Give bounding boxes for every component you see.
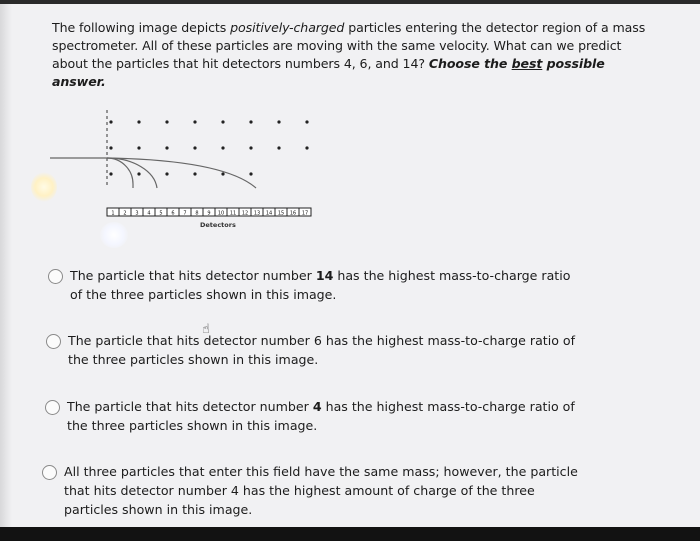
field-dot bbox=[249, 172, 252, 175]
radio-button[interactable] bbox=[46, 334, 61, 349]
trajectory-14 bbox=[107, 158, 256, 188]
detector-number: 5 bbox=[159, 210, 163, 217]
detector-number: 8 bbox=[195, 210, 199, 217]
detector-strip bbox=[107, 208, 311, 216]
radio-button[interactable] bbox=[45, 400, 60, 415]
hand-cursor-icon: ☝ bbox=[202, 322, 210, 337]
question-text bbox=[52, 19, 652, 91]
field-dot bbox=[109, 120, 112, 123]
option-text: The particle that hits detector number 6 has the highest mass-to-charge ratio of the three particles shown in this image. bbox=[68, 333, 576, 367]
field-dot bbox=[109, 172, 112, 175]
trajectory-6 bbox=[107, 158, 157, 188]
detector-number: 9 bbox=[207, 210, 211, 217]
field-dot bbox=[137, 146, 140, 149]
answer-option-1[interactable] bbox=[48, 266, 648, 306]
field-dot bbox=[277, 120, 280, 123]
field-dot bbox=[193, 146, 196, 149]
field-dot bbox=[221, 146, 224, 149]
bottom-bezel bbox=[0, 527, 700, 541]
detector-number: 12 bbox=[241, 210, 249, 217]
detector-number: 7 bbox=[183, 210, 187, 217]
detector-number: 10 bbox=[217, 210, 225, 217]
option-text: The particle that hits detector number 14 has the highest mass-to-charge ratio of the three particles shown in this image. bbox=[70, 268, 571, 302]
detector-number: 3 bbox=[135, 210, 139, 217]
answer-option-3[interactable] bbox=[45, 397, 645, 437]
answer-option-4[interactable] bbox=[42, 462, 642, 522]
detector-number: 15 bbox=[277, 210, 285, 217]
field-dot bbox=[277, 146, 280, 149]
field-dot bbox=[165, 172, 168, 175]
field-dot bbox=[165, 120, 168, 123]
question-part: particles entering the detector region of a mass spectrometer. All of these particles are moving with the same velocity. What can we predict about the particles that hit detectors numbers 4, 6, and 14? bbox=[52, 20, 646, 71]
field-dot bbox=[221, 120, 224, 123]
field-dot bbox=[305, 120, 308, 123]
light-glare bbox=[31, 172, 57, 202]
detector-number: 16 bbox=[289, 210, 297, 217]
question-part: The following image depicts bbox=[52, 20, 231, 35]
detector-number: 2 bbox=[123, 210, 127, 217]
field-dot bbox=[221, 172, 224, 175]
detector-number: 6 bbox=[171, 210, 175, 217]
field-dot bbox=[109, 146, 112, 149]
option-text: All three particles that enter this field have the same mass; however, the particle that hits detector number 4 has the highest amount of charge of the three particles shown in this image. bbox=[64, 464, 578, 517]
field-dot bbox=[137, 172, 140, 175]
field-dot bbox=[193, 120, 196, 123]
detector-number: 11 bbox=[229, 210, 237, 217]
detector-number: 1 bbox=[111, 210, 115, 217]
light-glare bbox=[100, 222, 128, 248]
detector-number: 13 bbox=[253, 210, 261, 217]
screen-edge bbox=[0, 0, 12, 541]
answer-option-2[interactable] bbox=[46, 331, 646, 371]
question-emphasis: positively-charged bbox=[230, 20, 345, 35]
option-text: The particle that hits detector number 4 has the highest mass-to-charge ratio of the three particles shown in this image. bbox=[67, 399, 575, 433]
question-instruction: Choose the best possible answer. bbox=[52, 56, 605, 89]
detector-number: 17 bbox=[301, 210, 309, 217]
radio-button[interactable] bbox=[42, 465, 57, 480]
top-bezel bbox=[0, 0, 700, 4]
field-dot bbox=[305, 146, 308, 149]
mass-spectrometer-diagram bbox=[44, 108, 344, 238]
field-dot bbox=[249, 120, 252, 123]
detector-number: 14 bbox=[265, 210, 273, 217]
detector-number: 4 bbox=[147, 210, 151, 217]
field-dot bbox=[249, 146, 252, 149]
field-dot bbox=[193, 172, 196, 175]
field-dot bbox=[137, 120, 140, 123]
field-dot bbox=[165, 146, 168, 149]
radio-button[interactable] bbox=[48, 269, 63, 284]
detectors-label: Detectors bbox=[200, 221, 236, 229]
